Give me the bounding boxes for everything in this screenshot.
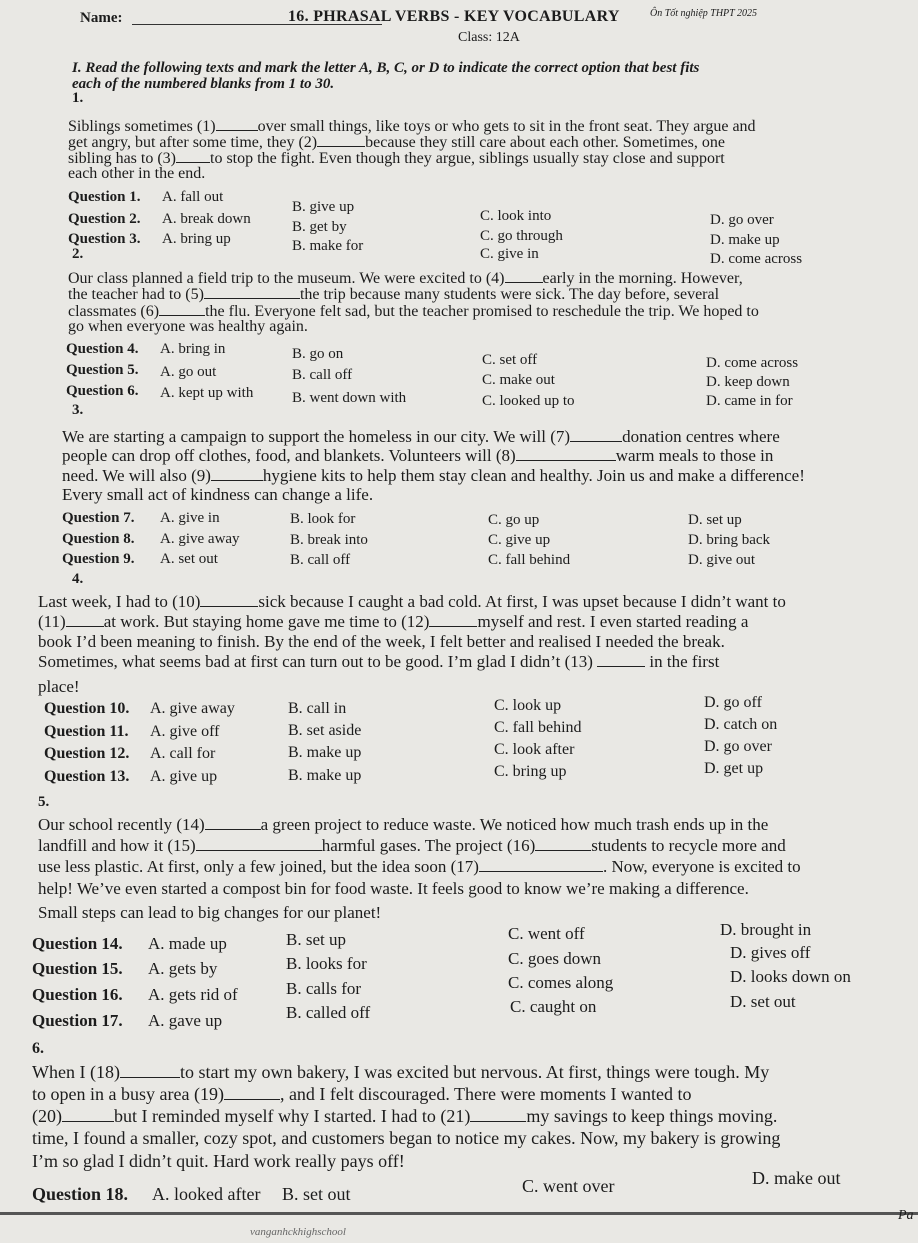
q9-option-b[interactable]: B. call off xyxy=(290,552,351,568)
question-2-label: Question 2. xyxy=(68,211,141,227)
question-10-label: Question 10. xyxy=(44,700,130,717)
section-3-number: 3. xyxy=(72,402,84,418)
q15-option-d[interactable]: D. gives off xyxy=(730,943,811,962)
q2-option-a[interactable]: A. break down xyxy=(162,211,251,227)
q2-option-d[interactable]: D. make up xyxy=(710,232,780,248)
question-14-label: Question 14. xyxy=(32,934,123,953)
s2-line-2: the teacher had to (5) the trip because many students were sick. The day before, several xyxy=(68,286,720,303)
q7-option-a[interactable]: A. give in xyxy=(160,510,220,526)
page-number-label: Pa xyxy=(898,1208,914,1223)
s3-line-3: need. We will also (9) hygiene kits to help them stay clean and healthy. Join us and make a difference! xyxy=(62,466,805,485)
name-label: Name: xyxy=(80,10,123,26)
q18-option-a[interactable]: A. looked after xyxy=(152,1184,261,1204)
q3-option-c[interactable]: C. give in xyxy=(480,246,539,262)
s2-line-1: Our class planned a field trip to the museum. We were excited to (4) early in the morning. However, xyxy=(68,270,743,287)
q9-option-a[interactable]: A. set out xyxy=(160,551,218,567)
s6-line-2: to open in a busy area (19) , and I felt discouraged. There were moments I wanted to xyxy=(32,1084,692,1104)
q13-option-c[interactable]: C. bring up xyxy=(494,763,567,780)
q7-option-d[interactable]: D. set up xyxy=(688,512,742,528)
q10-option-d[interactable]: D. go off xyxy=(704,694,762,711)
q3-option-d[interactable]: D. come across xyxy=(710,251,803,267)
q11-option-c[interactable]: C. fall behind xyxy=(494,719,582,736)
q4-option-d[interactable]: D. come across xyxy=(706,355,799,371)
s3-line-1: We are starting a campaign to support the homeless in our city. We will (7) donation centres where xyxy=(62,427,780,446)
instruction-line-2: each of the numbered blanks from 1 to 30. xyxy=(72,76,335,92)
question-16-label: Question 16. xyxy=(32,985,123,1004)
s4-line-3: book I’d been meaning to finish. By the end of the week, I felt better and realised I needed the break. xyxy=(38,632,725,651)
s4-line-4: Sometimes, what seems bad at first can turn out to be good. I’m glad I didn’t (13) in the first xyxy=(38,652,720,671)
q11-option-b[interactable]: B. set aside xyxy=(288,722,362,739)
q12-option-d[interactable]: D. go over xyxy=(704,738,772,755)
s5-line-5: Small steps can lead to big changes for our planet! xyxy=(38,903,382,922)
exam-note: Ôn Tốt nghiệp THPT 2025 xyxy=(650,8,758,19)
s5-line-2: landfill and how it (15) harmful gases. The project (16) students to recycle more and xyxy=(38,836,786,855)
q16-option-a[interactable]: A. gets rid of xyxy=(148,985,238,1004)
q8-option-c[interactable]: C. give up xyxy=(488,532,551,548)
footer-watermark: vanganhckhighschool xyxy=(250,1226,346,1238)
q12-option-b[interactable]: B. make up xyxy=(288,744,362,761)
s4-line-1: Last week, I had to (10) sick because I caught a bad cold. At first, I was upset because I didn’t want to xyxy=(38,592,786,611)
q5-option-a[interactable]: A. go out xyxy=(160,364,217,380)
section-1-number: 1. xyxy=(72,90,84,106)
q13-option-a[interactable]: A. give up xyxy=(150,768,218,785)
footer-divider xyxy=(0,1212,918,1215)
class-label: Class: 12A xyxy=(458,30,520,45)
section-2-number: 2. xyxy=(72,246,84,262)
q2-option-b[interactable]: B. get by xyxy=(292,219,347,235)
s5-line-3: use less plastic. At first, only a few joined, but the idea soon (17) . Now, everyone is excited to xyxy=(38,857,801,876)
s4-line-5: place! xyxy=(38,677,80,696)
q2-option-c[interactable]: C. go through xyxy=(480,228,563,244)
q16-option-c[interactable]: C. comes along xyxy=(508,973,614,992)
question-1-label: Question 1. xyxy=(68,189,141,205)
q8-option-d[interactable]: D. bring back xyxy=(688,532,771,548)
s2-line-4: go when everyone was healthy again. xyxy=(68,318,308,335)
q10-option-b[interactable]: B. call in xyxy=(288,700,347,717)
s6-line-4: time, I found a smaller, cozy spot, and customers began to notice my cakes. Now, my bakery is growing xyxy=(32,1128,781,1148)
q5-option-d[interactable]: D. keep down xyxy=(706,374,790,390)
question-5-label: Question 5. xyxy=(66,362,139,378)
question-18-label: Question 18. xyxy=(32,1184,129,1204)
q14-option-b[interactable]: B. set up xyxy=(286,930,346,949)
s6-line-3: (20) but I reminded myself why I started. I had to (21) my savings to keep things moving. xyxy=(32,1106,778,1126)
worksheet-title: 16. PHRASAL VERBS - KEY VOCABULARY xyxy=(288,8,620,25)
s1-line-3: sibling has to (3) to stop the fight. Even though they argue, siblings usually stay close and support xyxy=(68,150,725,167)
q8-option-b[interactable]: B. break into xyxy=(290,532,368,548)
q17-option-d[interactable]: D. set out xyxy=(730,992,796,1011)
q13-option-b[interactable]: B. make up xyxy=(288,767,362,784)
section-6-number: 6. xyxy=(32,1040,44,1057)
q17-option-a[interactable]: A. gave up xyxy=(148,1011,223,1030)
q4-option-a[interactable]: A. bring in xyxy=(160,341,226,357)
s5-line-1: Our school recently (14) a green project to reduce waste. We noticed how much trash ends up in the xyxy=(38,815,769,834)
q12-option-a[interactable]: A. call for xyxy=(150,745,216,762)
q18-option-d[interactable]: D. make out xyxy=(752,1168,841,1188)
s1-line-4: each other in the end. xyxy=(68,165,206,182)
section-5-number: 5. xyxy=(38,794,50,810)
q8-option-a[interactable]: A. give away xyxy=(160,531,240,547)
question-8-label: Question 8. xyxy=(62,531,135,547)
q9-option-d[interactable]: D. give out xyxy=(688,552,756,568)
q6-option-a[interactable]: A. kept up with xyxy=(160,385,254,401)
question-15-label: Question 15. xyxy=(32,959,123,978)
s4-line-2: (11) at work. But staying home gave me time to (12) myself and rest. I even started reading a xyxy=(38,612,749,631)
q9-option-c[interactable]: C. fall behind xyxy=(488,552,571,568)
q1-option-d[interactable]: D. go over xyxy=(710,212,774,228)
q5-option-b[interactable]: B. call off xyxy=(292,367,353,383)
question-11-label: Question 11. xyxy=(44,723,129,740)
question-17-label: Question 17. xyxy=(32,1011,123,1030)
q10-option-c[interactable]: C. look up xyxy=(494,697,562,714)
q17-option-c[interactable]: C. caught on xyxy=(510,997,597,1016)
s6-line-1: When I (18) to start my own bakery, I was excited but nervous. At first, things were tough. My xyxy=(32,1062,770,1082)
q4-option-b[interactable]: B. go on xyxy=(292,346,344,362)
question-6-label: Question 6. xyxy=(66,383,139,399)
s2-line-3: classmates (6) the flu. Everyone felt sad, but the teacher promised to reschedule the trip. We hoped to xyxy=(68,303,759,320)
question-3-label: Question 3. xyxy=(68,231,141,247)
q1-option-b[interactable]: B. give up xyxy=(292,199,355,215)
q6-option-b[interactable]: B. went down with xyxy=(292,390,407,406)
s5-line-4: help! We’ve even started a compost bin for food waste. It feels good to know we’re making a difference. xyxy=(38,879,749,898)
s3-line-2: people can drop off clothes, food, and blankets. Volunteers will (8) warm meals to those in xyxy=(62,446,774,465)
q3-option-a[interactable]: A. bring up xyxy=(162,231,231,247)
q15-option-b[interactable]: B. looks for xyxy=(286,954,367,973)
q11-option-d[interactable]: D. catch on xyxy=(704,716,778,733)
s1-line-1: Siblings sometimes (1) over small things, like toys or who gets to sit in the front seat. They argue and xyxy=(68,118,756,135)
question-13-label: Question 13. xyxy=(44,768,130,785)
q13-option-d[interactable]: D. get up xyxy=(704,760,764,777)
s6-line-5: I’m so glad I didn’t quit. Hard work really pays off! xyxy=(32,1151,405,1171)
question-4-label: Question 4. xyxy=(66,341,139,357)
section-4-number: 4. xyxy=(72,571,84,587)
q18-option-c[interactable]: C. went over xyxy=(522,1176,615,1196)
question-9-label: Question 9. xyxy=(62,551,135,567)
q14-option-c[interactable]: C. went off xyxy=(508,924,585,943)
q14-option-a[interactable]: A. made up xyxy=(148,934,227,953)
q10-option-a[interactable]: A. give away xyxy=(150,700,235,717)
q15-option-c[interactable]: C. goes down xyxy=(508,949,602,968)
q1-option-c[interactable]: C. look into xyxy=(480,208,552,224)
question-12-label: Question 12. xyxy=(44,745,130,762)
q5-option-c[interactable]: C. make out xyxy=(482,372,555,388)
q7-option-c[interactable]: C. go up xyxy=(488,512,540,528)
q16-option-d[interactable]: D. looks down on xyxy=(730,967,851,986)
question-7-label: Question 7. xyxy=(62,510,135,526)
q17-option-b[interactable]: B. called off xyxy=(286,1003,371,1022)
q6-option-d[interactable]: D. came in for xyxy=(706,393,793,409)
q14-option-d[interactable]: D. brought in xyxy=(720,920,812,939)
q4-option-c[interactable]: C. set off xyxy=(482,352,538,368)
q18-option-b[interactable]: B. set out xyxy=(282,1184,351,1204)
s1-line-2: get angry, but after some time, they (2) because they still care about each other. Sometimes, one xyxy=(68,134,725,151)
q12-option-c[interactable]: C. look after xyxy=(494,741,575,758)
q15-option-a[interactable]: A. gets by xyxy=(148,959,218,978)
q1-option-a[interactable]: A. fall out xyxy=(162,189,224,205)
q3-option-b[interactable]: B. make for xyxy=(292,238,364,254)
q11-option-a[interactable]: A. give off xyxy=(150,723,220,740)
q6-option-c[interactable]: C. looked up to xyxy=(482,393,575,409)
q16-option-b[interactable]: B. calls for xyxy=(286,979,362,998)
s3-line-4: Every small act of kindness can change a life. xyxy=(62,485,374,504)
q7-option-b[interactable]: B. look for xyxy=(290,511,356,527)
instruction-line-1: I. Read the following texts and mark the letter A, B, C, or D to indicate the correct option that best fits xyxy=(72,60,700,76)
